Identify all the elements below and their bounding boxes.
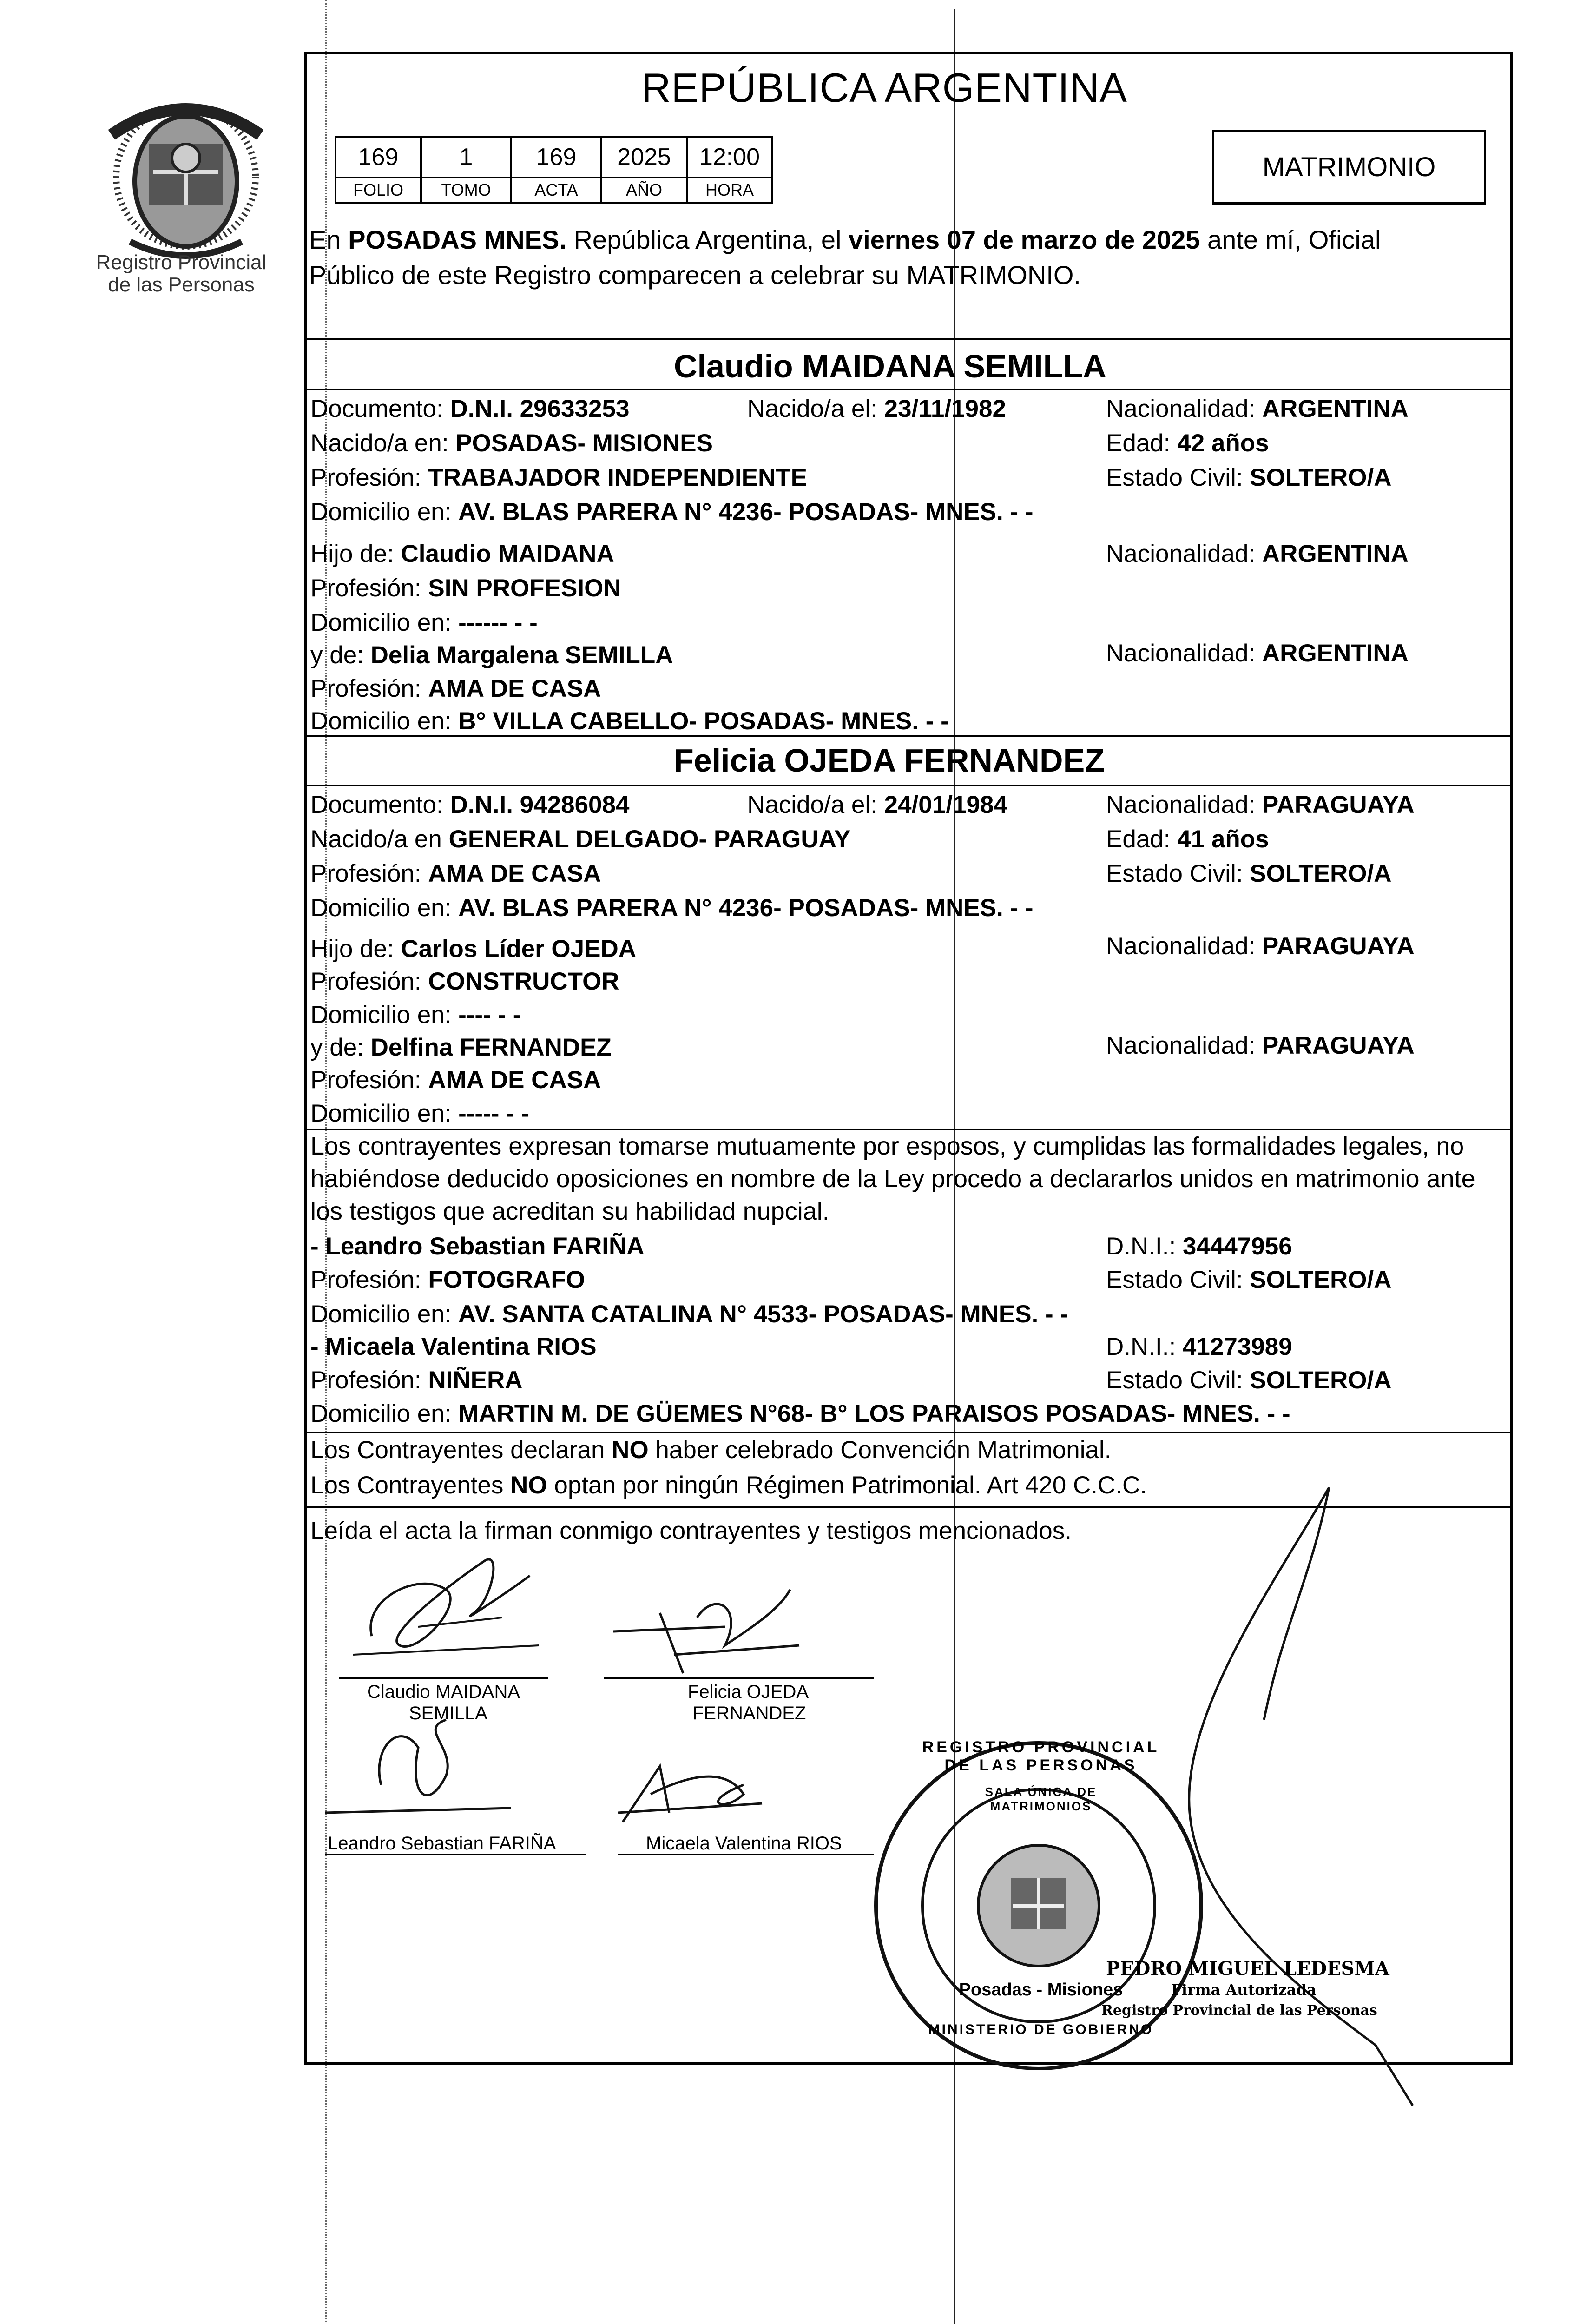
intro-date: viernes 07 de marzo de 2025 xyxy=(848,225,1200,254)
folio-value: 169 xyxy=(336,137,421,178)
spouse1-prof-value: TRABAJADOR INDEPENDIENTE xyxy=(428,464,808,491)
witness2-civil-label: Estado Civil: xyxy=(1106,1367,1250,1394)
spouse1-signature xyxy=(371,1559,530,1647)
spouse1-father-nat-value: ARGENTINA xyxy=(1262,540,1409,568)
convention1-pre: Los Contrayentes declaran xyxy=(310,1436,612,1464)
witness2-dni-label: D.N.I.: xyxy=(1106,1333,1183,1360)
spouse1-born-label: Nacido/a el: xyxy=(747,395,884,423)
spouse2-prof-label: Profesión: xyxy=(310,860,428,887)
spouse2-father-prof-value: CONSTRUCTOR xyxy=(428,968,619,995)
spouse2-father-prof-label: Profesión: xyxy=(310,968,428,995)
sig-label-spouse2-line2: FERNANDEZ xyxy=(692,1703,806,1723)
spouse2-age-value: 41 años xyxy=(1177,825,1269,853)
seal-outer-text: REGISTRO PROVINCIAL DE LAS PERSONAS xyxy=(922,1738,1160,1774)
seal-inner-text: SALA ÚNICA DE MATRIMONIOS xyxy=(985,1785,1097,1813)
sig-label-spouse1-line2: SEMILLA xyxy=(409,1703,487,1723)
spouse2-age-label: Edad: xyxy=(1106,825,1178,853)
witness2-dni-value: 41273989 xyxy=(1182,1333,1292,1360)
spouse2-mother-label: y de: xyxy=(310,1034,371,1061)
spouse2-nat-label: Nacionalidad: xyxy=(1106,791,1262,819)
spouse2-mother-name: Delfina FERNANDEZ xyxy=(370,1034,612,1061)
spouse2-civil-value: SOLTERO/A xyxy=(1250,860,1392,887)
declaration-line1: Los contrayentes expresan tomarse mutuamente por esposos, y cumplidas las formalidades legales, no xyxy=(310,1132,1464,1160)
spouse2-father-label: Hijo de: xyxy=(310,935,401,963)
spouse2-mother-prof-value: AMA DE CASA xyxy=(428,1066,601,1094)
spouse2-father-nat-label: Nacionalidad: xyxy=(1106,932,1262,960)
spouse2-mother-dom-value: ----- - - xyxy=(458,1100,530,1127)
spouse2-father-dom-label: Domicilio en: xyxy=(310,1001,459,1029)
intro-mid: República Argentina, el xyxy=(566,225,849,254)
spouse1-mother-prof-value: AMA DE CASA xyxy=(428,675,601,702)
spouse2-mother-nat-label: Nacionalidad: xyxy=(1106,1032,1262,1059)
witness1-name: - Leandro Sebastian FARIÑA xyxy=(310,1233,645,1260)
spouse1-civil-value: SOLTERO/A xyxy=(1250,464,1392,491)
spouse2-dom-label: Domicilio en: xyxy=(310,894,459,922)
witness2-signature xyxy=(618,1766,762,1822)
officer-org: Registro Provincial de las Personas xyxy=(1101,2002,1377,2019)
spouse1-father-dom-label: Domicilio en: xyxy=(310,609,459,636)
acta-label: ACTA xyxy=(511,178,601,203)
intro-post: ante mí, Oficial xyxy=(1200,225,1381,254)
spouse2-prof-value: AMA DE CASA xyxy=(428,860,601,887)
witness2-prof-value: NIÑERA xyxy=(428,1367,523,1394)
officer-name: PEDRO MIGUEL LEDESMA xyxy=(1106,1958,1389,1980)
anio-value: 2025 xyxy=(601,137,687,178)
anio-label: AÑO xyxy=(601,178,687,203)
declaration-line3: los testigos que acreditan su habilidad nupcial. xyxy=(310,1197,830,1225)
intro-pre: En xyxy=(309,225,349,254)
spouse1-birthplace-label: Nacido/a en: xyxy=(310,429,456,457)
spouse2-birthplace-value: GENERAL DELGADO- PARAGUAY xyxy=(448,825,851,853)
witness1-civil-value: SOLTERO/A xyxy=(1250,1266,1392,1294)
logo-caption-line2: de las Personas xyxy=(108,273,255,296)
sig-label-spouse1-line1: Claudio MAIDANA xyxy=(367,1682,520,1702)
spouse1-mother-name: Delia Margalena SEMILLA xyxy=(370,641,673,669)
intro-line2: Público de este Registro comparecen a celebrar su MATRIMONIO. xyxy=(309,260,1081,290)
spouse2-signature xyxy=(613,1590,799,1673)
spouse1-mother-dom-value: B° VILLA CABELLO- POSADAS- MNES. - - xyxy=(458,707,949,735)
seal-city-text: Posadas - Misiones xyxy=(959,1980,1123,2000)
spouse2-mother-dom-label: Domicilio en: xyxy=(310,1100,459,1127)
convention1-post: haber celebrado Convención Matrimonial. xyxy=(648,1436,1112,1464)
spouse1-nat-value: ARGENTINA xyxy=(1262,395,1409,423)
witness2-prof-label: Profesión: xyxy=(310,1367,428,1394)
spouse2-mother-nat-value: PARAGUAYA xyxy=(1262,1032,1415,1059)
convention2-post: optan por ningún Régimen Patrimonial. Art 420 C.C.C. xyxy=(547,1472,1147,1499)
spouse2-father-nat-value: PARAGUAYA xyxy=(1262,932,1415,960)
spouse2-father-name: Carlos Líder OJEDA xyxy=(401,935,637,963)
hora-value: 12:00 xyxy=(687,137,772,178)
witness1-prof-value: FOTOGRAFO xyxy=(428,1266,585,1294)
acta-value: 169 xyxy=(511,137,601,178)
spouse1-mother-label: y de: xyxy=(310,641,371,669)
tomo-label: TOMO xyxy=(421,178,511,203)
spouse2-born-label: Nacido/a el: xyxy=(747,791,884,819)
spouse1-father-prof-label: Profesión: xyxy=(310,574,428,602)
spouse1-mother-nat-label: Nacionalidad: xyxy=(1106,640,1262,667)
document-title: REPÚBLICA ARGENTINA xyxy=(641,65,1127,111)
spouse1-birthplace-value: POSADAS- MISIONES xyxy=(455,429,713,457)
spouse2-nat-value: PARAGUAYA xyxy=(1262,791,1415,819)
spouse1-name: Claudio MAIDANA SEMILLA xyxy=(674,348,1106,384)
spouse1-father-name: Claudio MAIDANA xyxy=(401,540,614,568)
spouse1-nat-label: Nacionalidad: xyxy=(1106,395,1262,423)
spouse1-father-nat-label: Nacionalidad: xyxy=(1106,540,1262,568)
spouse1-father-dom-value: ------ - - xyxy=(458,609,538,636)
witness2-name: - Micaela Valentina RIOS xyxy=(310,1333,597,1360)
witness1-dom-value: AV. SANTA CATALINA N° 4533- POSADAS- MNES. - - xyxy=(458,1301,1069,1328)
witness1-dni-label: D.N.I.: xyxy=(1106,1233,1183,1260)
spouse1-doc-value: D.N.I. 29633253 xyxy=(450,395,630,423)
officer-title: Firma Autorizada xyxy=(1171,1981,1317,1999)
witness1-dni-value: 34447956 xyxy=(1182,1233,1292,1260)
witness1-civil-label: Estado Civil: xyxy=(1106,1266,1250,1294)
spouse1-mother-dom-label: Domicilio en: xyxy=(310,707,459,735)
witness2-dom-value: MARTIN M. DE GÜEMES N°68- B° LOS PARAISOS POSADAS- MNES. - - xyxy=(458,1400,1290,1427)
witness1-signature xyxy=(325,1720,511,1813)
convention1-no: NO xyxy=(612,1436,649,1464)
hora-label: HORA xyxy=(687,178,772,203)
spouse2-dom-value: AV. BLAS PARERA N° 4236- POSADAS- MNES. - - xyxy=(458,894,1034,922)
spouse1-doc-label: Documento: xyxy=(310,395,450,423)
intro-place: POSADAS MNES. xyxy=(348,225,566,254)
convention2-pre: Los Contrayentes xyxy=(310,1472,511,1499)
record-type-box: MATRIMONIO xyxy=(1212,130,1486,205)
spouse1-born-value: 23/11/1982 xyxy=(884,395,1006,423)
spouse2-civil-label: Estado Civil: xyxy=(1106,860,1250,887)
convention2-no: NO xyxy=(510,1472,547,1499)
spouse1-mother-prof-label: Profesión: xyxy=(310,675,428,702)
witness2-dom-label: Domicilio en: xyxy=(310,1400,459,1427)
declaration-line2: habiéndose deducido oposiciones en nombre de la Ley procedo a declararlos unidos en matrimonio ante xyxy=(310,1165,1475,1193)
logo-caption-line1: Registro Provincial xyxy=(96,251,267,274)
spouse1-dom-label: Domicilio en: xyxy=(310,498,459,526)
spouse1-mother-nat-value: ARGENTINA xyxy=(1262,640,1409,667)
closing-statement: Leída el acta la firman conmigo contrayentes y testigos mencionados. xyxy=(310,1517,1072,1545)
witness2-civil-value: SOLTERO/A xyxy=(1250,1367,1392,1394)
witness1-prof-label: Profesión: xyxy=(310,1266,428,1294)
spouse1-age-label: Edad: xyxy=(1106,429,1178,457)
seal-ministry-text: MINISTERIO DE GOBIERNO xyxy=(928,2022,1154,2037)
spouse2-father-dom-value: ---- - - xyxy=(458,1001,521,1029)
spouse1-age-value: 42 años xyxy=(1177,429,1269,457)
spouse1-civil-label: Estado Civil: xyxy=(1106,464,1250,491)
tomo-value: 1 xyxy=(421,137,511,178)
spouse1-father-label: Hijo de: xyxy=(310,540,401,568)
witness1-dom-label: Domicilio en: xyxy=(310,1301,459,1328)
spouse2-born-value: 24/01/1984 xyxy=(884,791,1007,819)
sig-label-witness1: Leandro Sebastian FARIÑA xyxy=(328,1833,556,1854)
spouse2-name: Felicia OJEDA FERNANDEZ xyxy=(674,742,1105,779)
spouse2-doc-label: Documento: xyxy=(310,791,450,819)
spouse1-father-prof-value: SIN PROFESION xyxy=(428,574,621,602)
spouse1-dom-value: AV. BLAS PARERA N° 4236- POSADAS- MNES. - - xyxy=(458,498,1034,526)
folio-label: FOLIO xyxy=(336,178,421,203)
spouse2-doc-value: D.N.I. 94286084 xyxy=(450,791,630,819)
sig-label-spouse2-line1: Felicia OJEDA xyxy=(688,1682,809,1702)
sig-label-witness2: Micaela Valentina RIOS xyxy=(646,1833,842,1854)
spouse2-mother-prof-label: Profesión: xyxy=(310,1066,428,1094)
spouse2-birthplace-label: Nacido/a en xyxy=(310,825,449,853)
spouse1-prof-label: Profesión: xyxy=(310,464,428,491)
